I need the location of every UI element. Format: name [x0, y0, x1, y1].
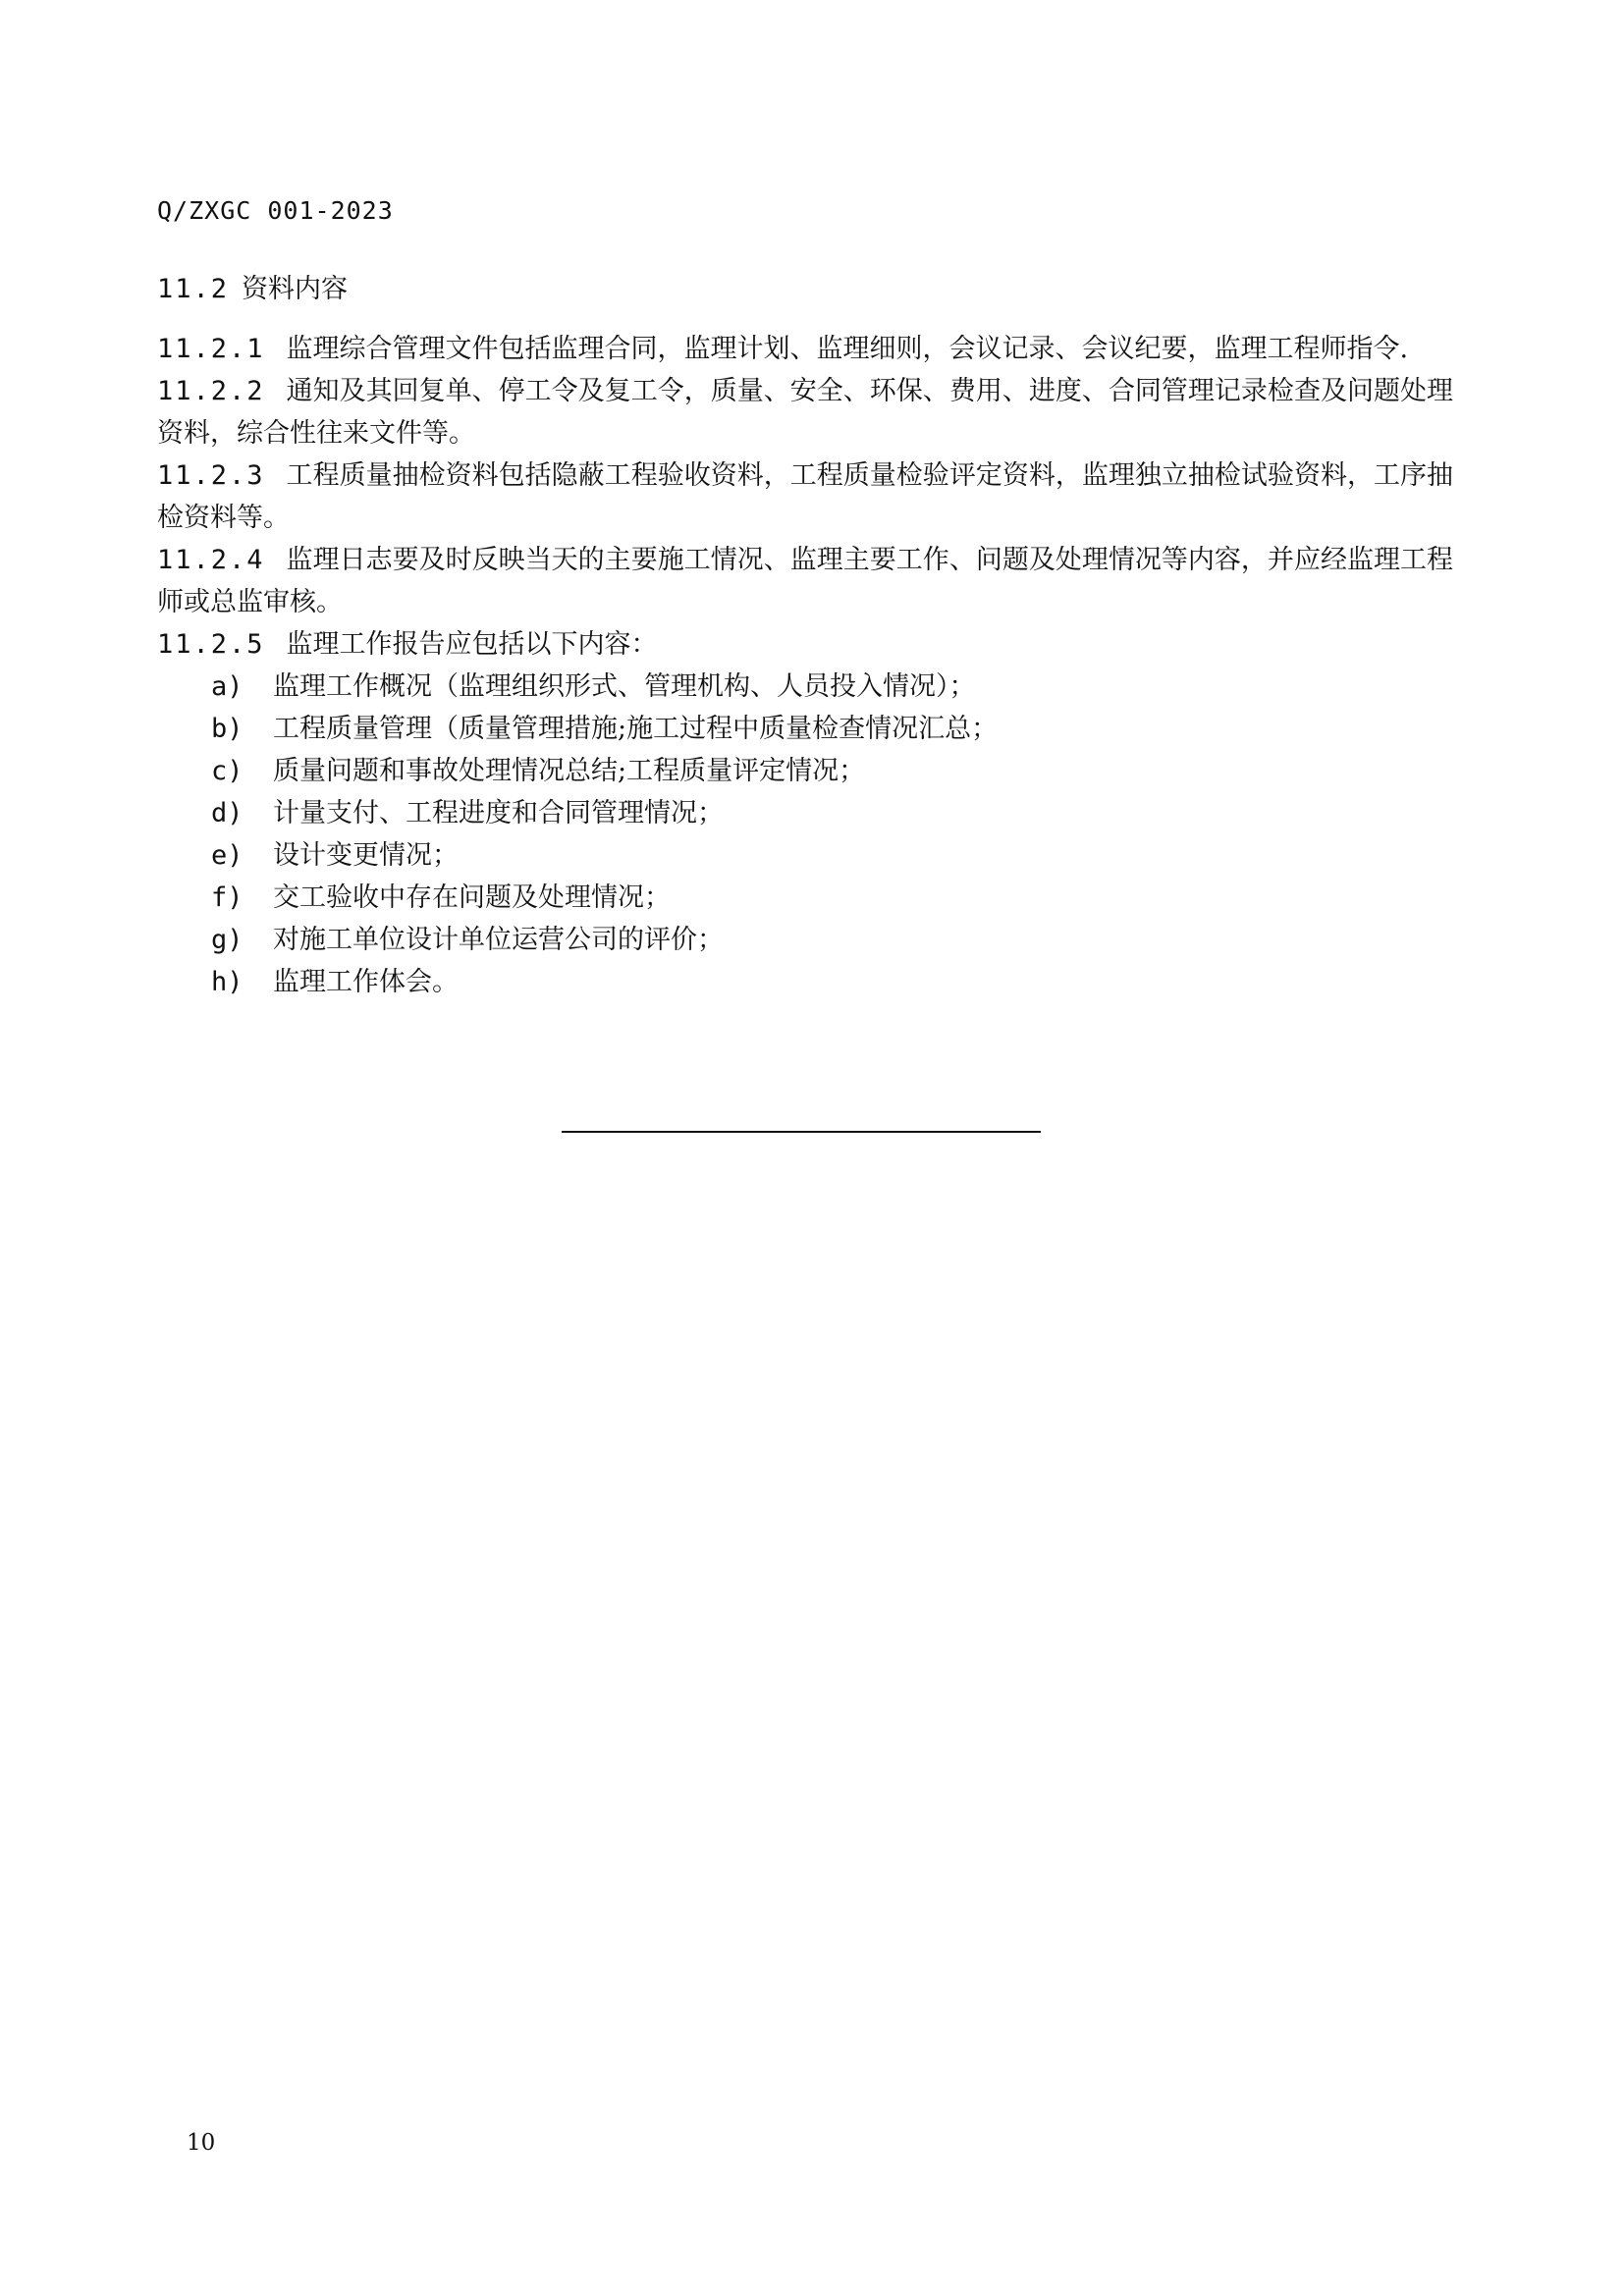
list-item-text: 对施工单位设计单位运营公司的评价；: [273, 925, 724, 955]
clause-11-2-4: [157, 539, 1453, 623]
clause-number: 11.2.3: [157, 460, 265, 491]
list-marker: g): [211, 925, 244, 955]
clause-text: 工程质量抽检资料包括隐蔽工程验收资料，工程质量检验评定资料，监理独立抽检试验资料，工序抽检资料等。: [157, 460, 1453, 533]
list-item: [157, 877, 1453, 919]
list-item: [157, 750, 1453, 792]
clause-11-2-5: [157, 623, 1453, 666]
clause-text: 监理综合管理文件包括监理合同，监理计划、监理细则，会议记录、会议纪要，监理工程师指令.: [286, 334, 1409, 364]
list-item-text: 交工验收中存在问题及处理情况；: [273, 882, 671, 913]
list-item: [157, 792, 1453, 834]
list-marker: h): [211, 967, 244, 997]
list-marker: d): [211, 798, 244, 828]
clause-11-2-2: [157, 370, 1453, 454]
list-item-text: 工程质量管理（质量管理措施;施工过程中质量检查情况汇总；: [273, 714, 999, 744]
end-of-section-rule: [562, 1131, 1041, 1133]
list-item-text: 监理工作概况（监理组织形式、管理机构、人员投入情况）；: [273, 671, 976, 702]
list-item: [157, 919, 1453, 961]
list-item-text: 质量问题和事故处理情况总结;工程质量评定情况；: [273, 756, 866, 786]
list-item: [157, 666, 1453, 708]
list-marker: f): [211, 882, 244, 913]
list-item-text: 设计变更情况；: [273, 840, 459, 871]
page-number: 10: [187, 2130, 216, 2156]
section-heading: [157, 267, 348, 305]
clause-number: 11.2.2: [157, 376, 265, 406]
clause-number: 11.2.5: [157, 629, 265, 660]
list-item-text: 计量支付、工程进度和合同管理情况；: [273, 798, 724, 828]
document-body: [157, 328, 1453, 1003]
list-marker: b): [211, 714, 244, 744]
document-code: Q/ZXGC 001-2023: [157, 196, 394, 225]
list-item: [157, 834, 1453, 877]
section-number: 11.2: [157, 274, 230, 304]
list-marker: a): [211, 671, 244, 702]
clause-number: 11.2.1: [157, 334, 265, 364]
list-item: [157, 708, 1453, 750]
list-item-text: 监理工作体会。: [273, 967, 459, 997]
section-title: 资料内容: [242, 274, 348, 304]
clause-11-2-3: [157, 454, 1453, 539]
clause-text: 监理工作报告应包括以下内容：: [286, 629, 658, 660]
clause-number: 11.2.4: [157, 545, 265, 575]
list-marker: e): [211, 840, 244, 871]
clause-text: 通知及其回复单、停工令及复工令，质量、安全、环保、费用、进度、合同管理记录检查及问题处理资料，综合性往来文件等。: [157, 376, 1453, 449]
list-marker: c): [211, 756, 244, 786]
clause-11-2-1: [157, 328, 1453, 370]
clause-text: 监理日志要及时反映当天的主要施工情况、监理主要工作、问题及处理情况等内容，并应经监理工程师或总监审核。: [157, 545, 1453, 617]
list-item: [157, 961, 1453, 1003]
report-contents-list: [157, 666, 1453, 1003]
